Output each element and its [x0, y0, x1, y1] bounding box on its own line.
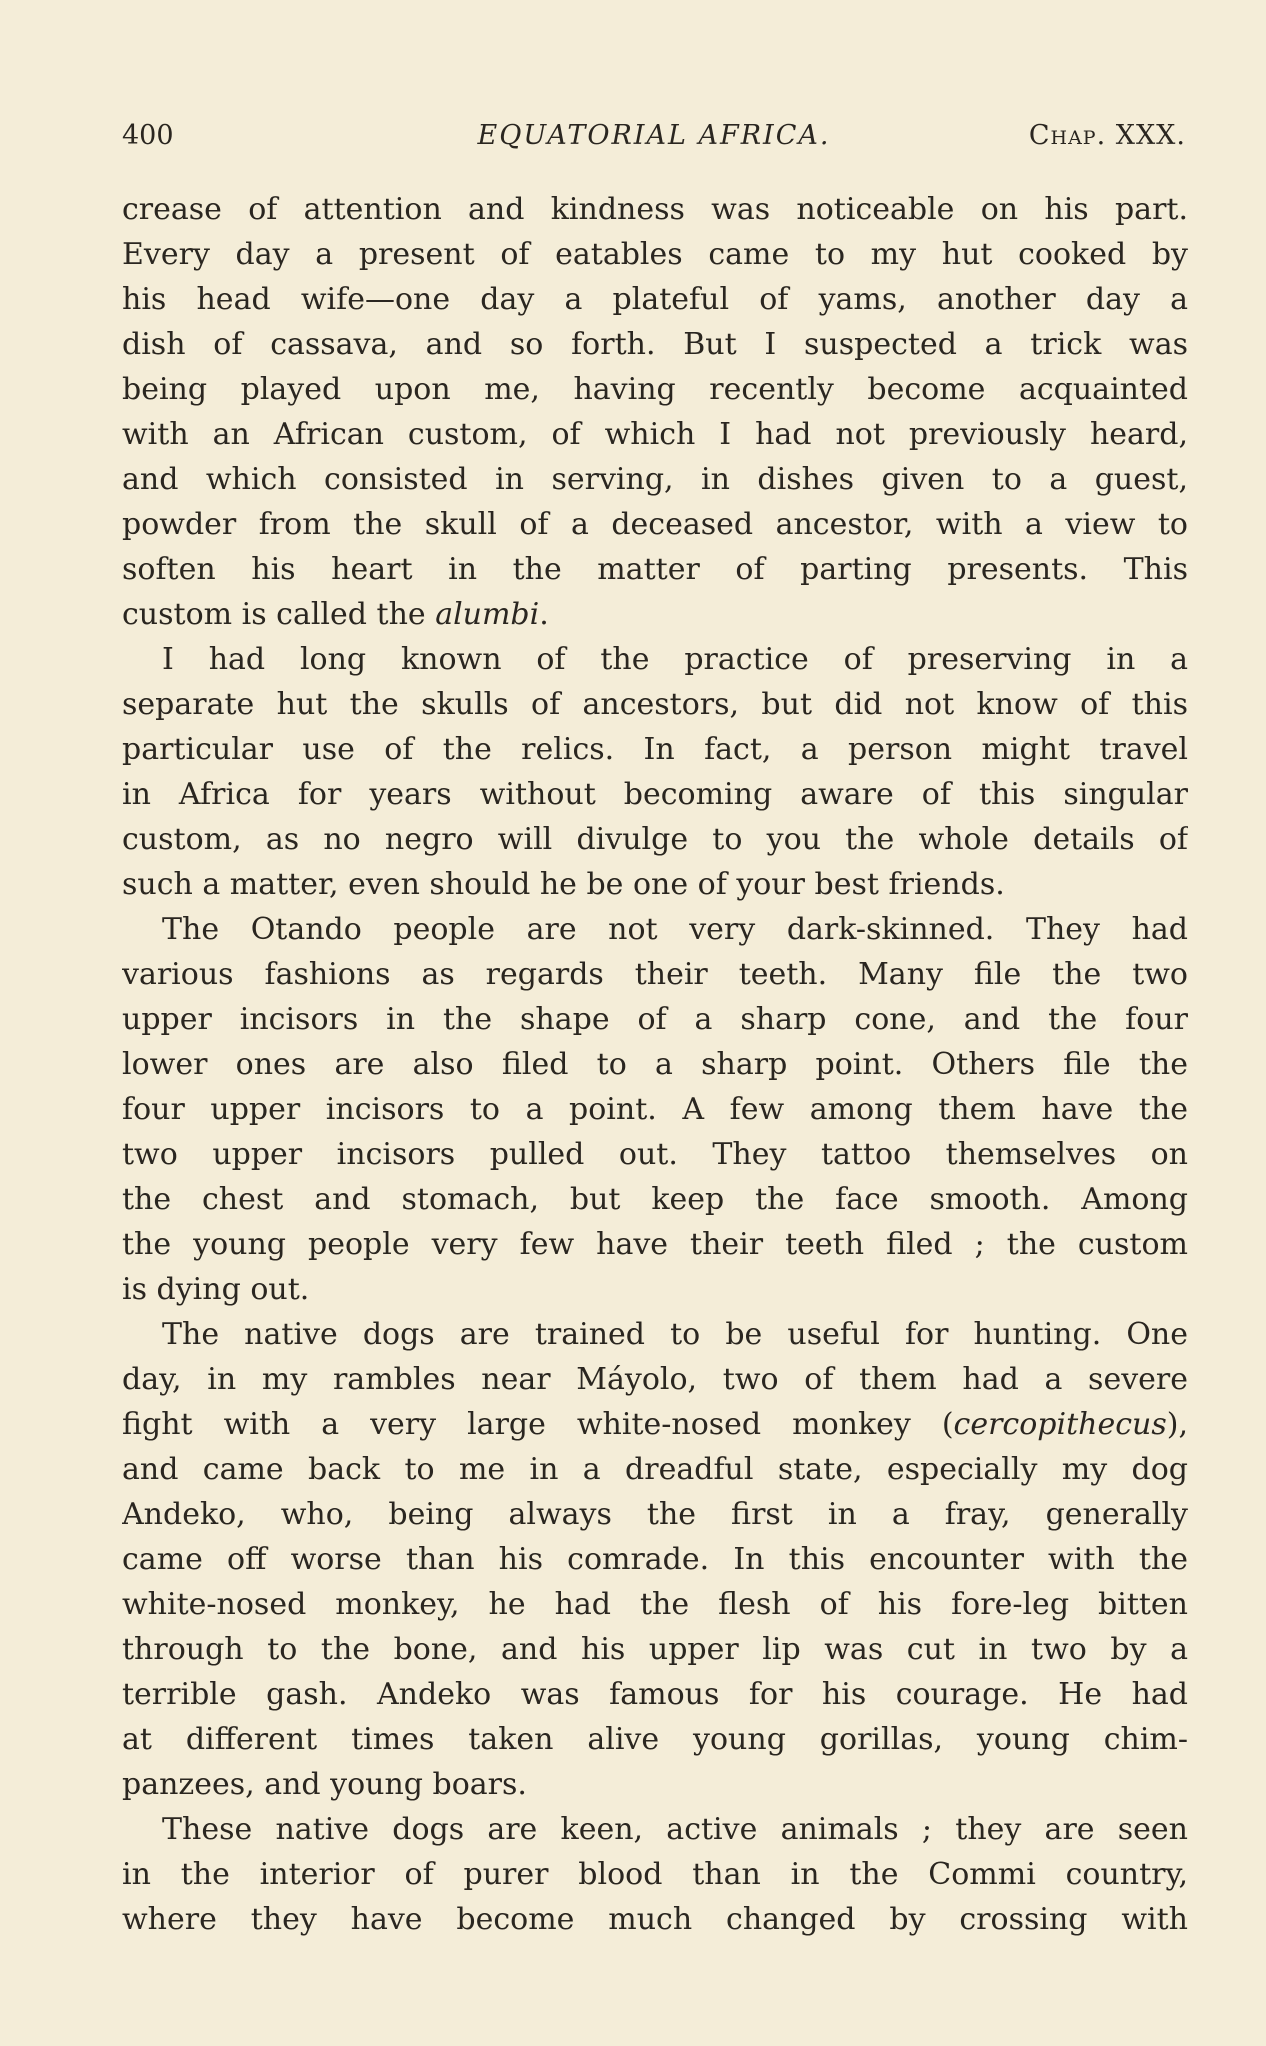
body-text	[122, 187, 1188, 1942]
text-line: is dying out.	[122, 1272, 310, 1307]
text-line: I had long known of the practice of preserving in a	[162, 642, 1188, 677]
chapter-label: Chap. XXX.	[1028, 120, 1186, 151]
text-line: such a matter, even should he be one of your best friends.	[122, 867, 1005, 902]
text-line: Andeko, who, being always the first in a fray, generally	[122, 1497, 1188, 1532]
text-line: panzees, and young boars.	[122, 1767, 527, 1802]
text-line: Every day a present of eatables came to my hut cooked by	[122, 237, 1188, 272]
text-line: where they have become much changed by crossing with	[122, 1902, 1188, 1937]
text-line: various fashions as regards their teeth. Many file the two	[122, 957, 1188, 992]
italic-term: cercopithecus	[953, 1407, 1167, 1442]
text-line: four upper incisors to a point. A few among them have the	[122, 1092, 1188, 1127]
page-number: 400	[122, 120, 174, 151]
text-segment: fight with a very large white-nosed monkey (	[122, 1407, 954, 1442]
text-line: The Otando people are not very dark-skinned. They had	[162, 912, 1188, 947]
text-line: the chest and stomach, but keep the face smooth. Among	[122, 1182, 1188, 1217]
text-line: in the interior of purer blood than in the Commi country,	[122, 1857, 1188, 1892]
text-line: and which consisted in serving, in dishes given to a guest,	[122, 462, 1188, 497]
text-line: The native dogs are trained to be useful for hunting. One	[162, 1317, 1188, 1352]
text-segment: custom is called the	[122, 597, 436, 632]
text-line: through to the bone, and his upper lip was cut in two by a	[122, 1632, 1188, 1667]
running-title: EQUATORIAL AFRICA.	[477, 120, 831, 151]
text-line: with an African custom, of which I had not previously heard,	[122, 417, 1188, 452]
text-line: white-nosed monkey, he had the flesh of his fore-leg bitten	[122, 1587, 1188, 1622]
text-segment: .	[539, 597, 549, 632]
text-line	[122, 1402, 1188, 1447]
text-line: particular use of the relics. In fact, a person might travel	[122, 732, 1188, 767]
text-segment: ),	[1166, 1407, 1188, 1442]
text-line: soften his heart in the matter of parting presents. This	[122, 552, 1188, 587]
text-line: came off worse than his comrade. In this encounter with the	[122, 1542, 1188, 1577]
text-line: day, in my rambles near Máyolo, two of them had a severe	[122, 1362, 1188, 1397]
text-line: and came back to me in a dreadful state, especially my dog	[122, 1452, 1188, 1487]
italic-term: alumbi	[435, 597, 540, 632]
text-line: at different times taken alive young gorillas, young chim-	[122, 1722, 1188, 1757]
text-line	[122, 592, 1188, 637]
text-line: his head wife—one day a plateful of yams, another day a	[122, 282, 1188, 317]
text-line: two upper incisors pulled out. They tattoo themselves on	[122, 1137, 1188, 1172]
text-line: being played upon me, having recently become acquainted	[122, 372, 1188, 407]
text-line: powder from the skull of a deceased ancestor, with a view to	[122, 507, 1188, 542]
text-line: custom, as no negro will divulge to you the whole details of	[122, 822, 1188, 857]
running-head	[122, 116, 1186, 156]
text-line: upper incisors in the shape of a sharp cone, and the four	[122, 1002, 1188, 1037]
text-line: separate hut the skulls of ancestors, but did not know of this	[122, 687, 1188, 722]
text-line: in Africa for years without becoming aware of this singular	[122, 777, 1188, 812]
text-line: dish of cassava, and so forth. But I suspected a trick was	[122, 327, 1188, 362]
text-line: terrible gash. Andeko was famous for his courage. He had	[122, 1677, 1188, 1712]
text-line: crease of attention and kindness was noticeable on his part.	[122, 192, 1188, 227]
text-line: the young people very few have their teeth filed ; the custom	[122, 1227, 1188, 1262]
text-line: These native dogs are keen, active animals ; they are seen	[162, 1812, 1188, 1847]
text-line: lower ones are also filed to a sharp point. Others file the	[122, 1047, 1188, 1082]
